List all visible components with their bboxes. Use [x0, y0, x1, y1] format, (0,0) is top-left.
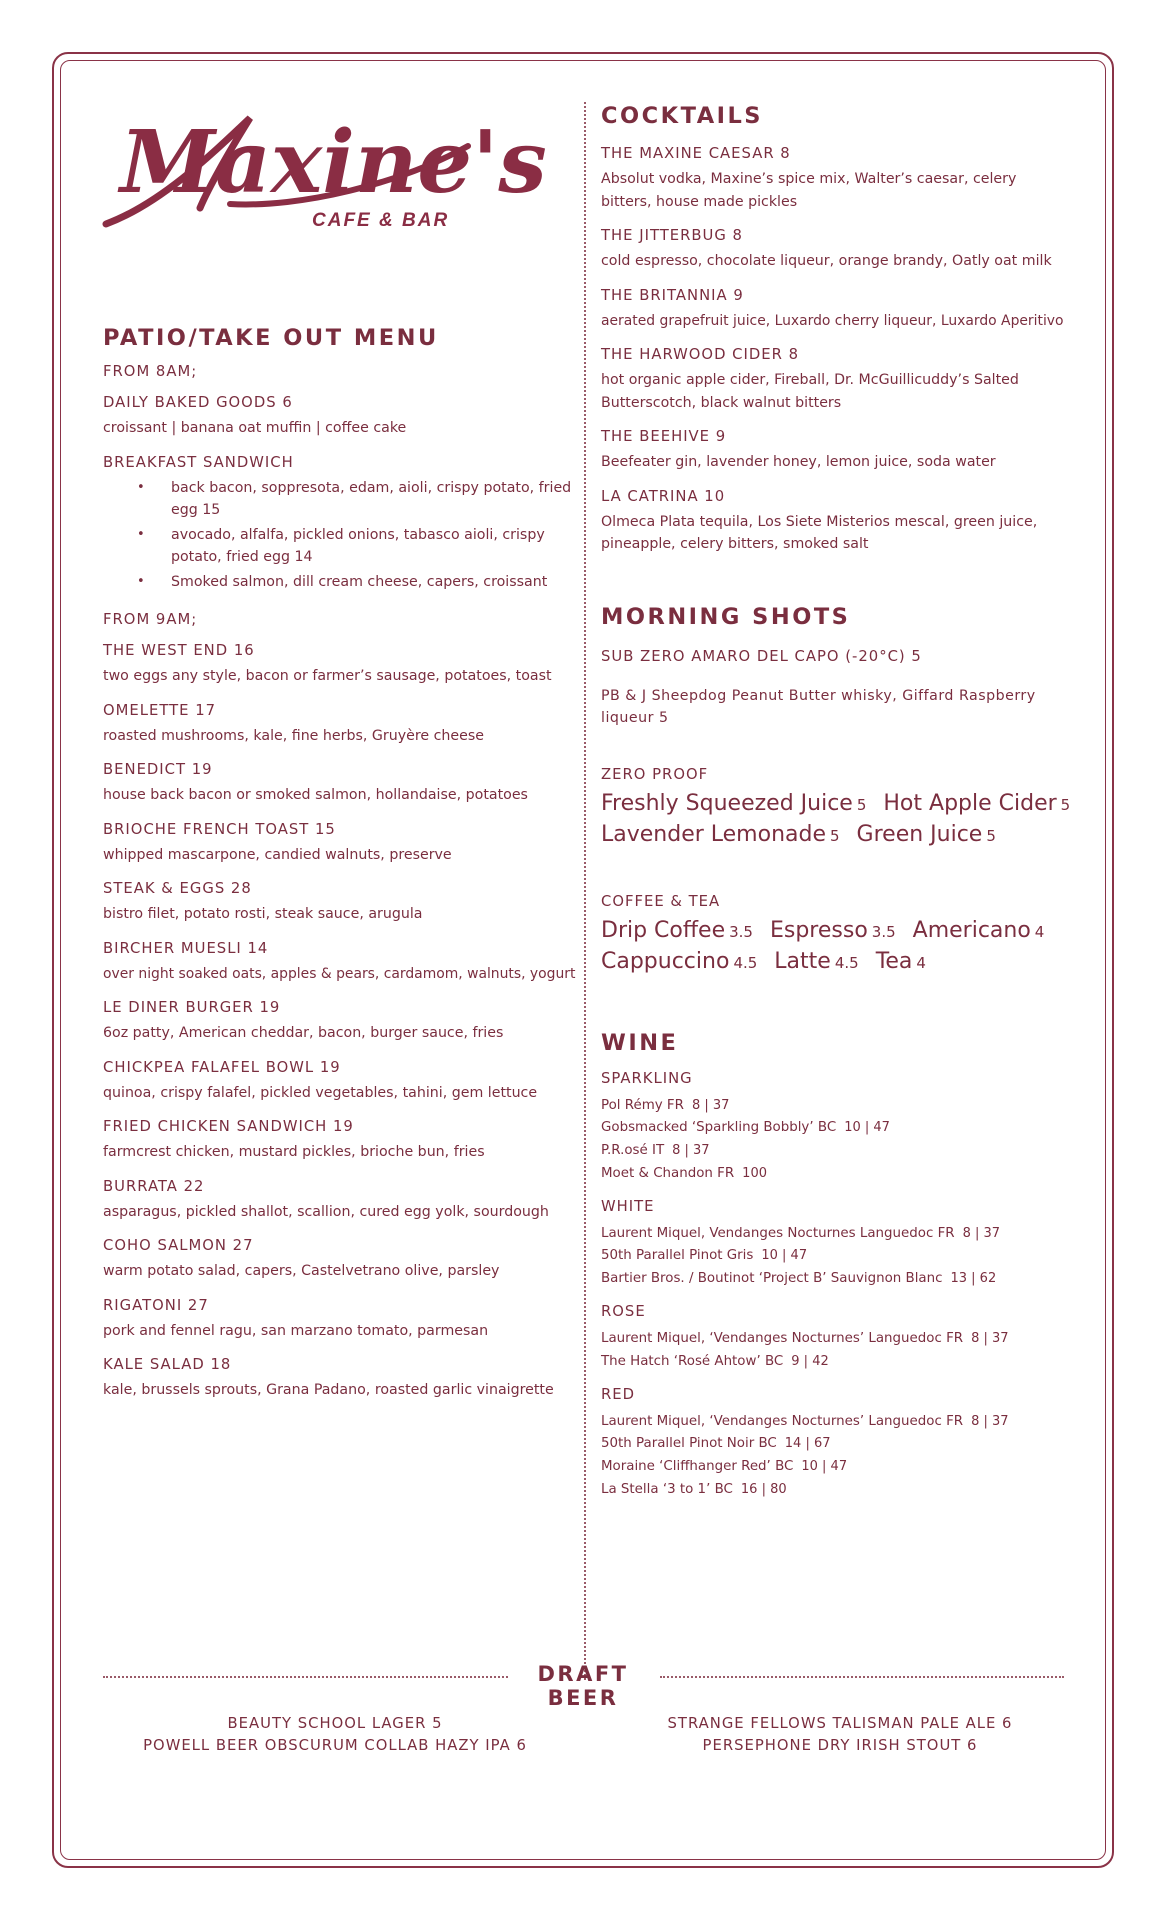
cocktail-name: THE MAXINE CAESAR 8 [601, 145, 791, 162]
rose-list [601, 1328, 1071, 1374]
menu-item-desc: quinoa, crispy falafel, pickled vegetables, tahini, gem lettuce [103, 1084, 538, 1101]
beer-item: BEAUTY SCHOOL LAGER 5 [227, 1715, 443, 1732]
wine-price: 13 | 62 [950, 1271, 997, 1287]
drink-name: Drip Coffee [601, 917, 726, 943]
wine-item [601, 1479, 1071, 1502]
morning-shots-title: MORNING SHOTS [601, 603, 851, 630]
wine-item [601, 1163, 1071, 1186]
drink-name: Freshly Squeezed Juice [601, 790, 853, 816]
red-list [601, 1411, 1071, 1502]
column-divider [584, 102, 586, 1680]
menu-item-desc: bistro filet, potato rosti, steak sauce, arugula [103, 906, 423, 922]
patio-menu-title: PATIO/TAKE OUT MENU [103, 325, 439, 351]
wine-item [601, 1223, 1071, 1246]
patio-menu-column [103, 325, 576, 1402]
drink-name: Latte [774, 948, 831, 974]
cocktail-desc: Beefeater gin, lavender honey, lemon juice, soda water [601, 454, 996, 470]
menu-item-name: THE WEST END 16 [103, 642, 255, 659]
menu-item-desc: two eggs any style, bacon or farmer’s sausage, potatoes, toast [103, 668, 552, 684]
wine-name: Bartier Bros. / Boutinot ‘Project B’ Sauvignon Blanc [601, 1271, 943, 1287]
wine-name: 50th Parallel Pinot Noir BC [601, 1436, 777, 1452]
cocktail-desc: hot organic apple cider, Fireball, Dr. McGuillicuddy’s Salted Butterscotch, black walnut bitters [601, 372, 1019, 411]
menu-item-desc: warm potato salad, capers, Castelvetrano olive, parsley [103, 1263, 500, 1279]
draft-beer-list-left [110, 1713, 560, 1756]
menu-item-name: BREAKFAST SANDWICH [103, 453, 294, 471]
coffee-row [601, 916, 1071, 947]
wine-item [601, 1433, 1071, 1456]
list-item: • Smoked salmon, dill cream cheese, capers, croissant [171, 571, 573, 594]
wine-price: 8 | 37 [962, 1225, 1001, 1241]
wine-price: 14 | 67 [784, 1436, 831, 1452]
wine-name: Moet & Chandon FR [601, 1165, 735, 1181]
drink-name: Tea [875, 948, 913, 974]
drink-price: 5 [986, 826, 996, 845]
draft-beer-title: DRAFT BEER [537, 1662, 629, 1710]
cocktail-name: THE BEEHIVE 9 [601, 428, 727, 445]
drink-name: Green Juice [856, 821, 983, 847]
drink-name: Espresso [769, 917, 868, 943]
cocktail-name: THE BRITANNIA 9 [601, 286, 744, 304]
cocktail-name: THE HARWOOD CIDER 8 [601, 346, 800, 363]
from-9am-label: FROM 9AM; [103, 611, 198, 628]
drink-price: 3.5 [871, 922, 896, 941]
menu-item-desc: farmcrest chicken, mustard pickles, brioche bun, fries [103, 1144, 485, 1160]
wine-name: Moraine ‘Cliffhanger Red’ BC [601, 1459, 794, 1475]
drink-name: Americano [912, 917, 1031, 943]
wine-item [601, 1140, 1071, 1163]
wine-name: Laurent Miquel, Vendanges Nocturnes Languedoc FR [601, 1225, 955, 1241]
zero-proof-row [601, 789, 1071, 820]
drink-name: Lavender Lemonade [601, 821, 826, 847]
menu-item-desc: over night soaked oats, apples & pears, cardamom, walnuts, yogurt [103, 965, 576, 982]
coffee-tea-label: COFFEE & TEA [601, 892, 721, 910]
menu-item-name: OMELETTE 17 [103, 701, 217, 719]
menu-item-desc: asparagus, pickled shallot, scallion, cured egg yolk, sourdough [103, 1203, 549, 1220]
wine-price: 10 | 47 [844, 1120, 890, 1136]
beer-item: PERSEPHONE DRY IRISH STOUT 6 [702, 1736, 978, 1754]
zero-proof-row [601, 820, 1071, 851]
breakfast-sandwich-options [103, 477, 573, 594]
menu-item-desc: croissant | banana oat muffin | coffee cake [103, 420, 407, 436]
coffee-row [601, 947, 1071, 978]
drink-price: 5 [1060, 795, 1071, 814]
beer-item: POWELL BEER OBSCURUM COLLAB HAZY IPA 6 [143, 1736, 527, 1754]
wine-name: La Stella ‘3 to 1’ BC [601, 1482, 733, 1498]
cocktails-title: COCKTAILS [601, 103, 764, 129]
wine-price: 8 | 37 [971, 1331, 1009, 1347]
wine-price: 9 | 42 [791, 1353, 829, 1369]
wine-item [601, 1328, 1071, 1351]
wine-category: ROSE [601, 1303, 646, 1321]
menu-item-name: DAILY BAKED GOODS 6 [103, 394, 293, 411]
wine-title: WINE [601, 1029, 679, 1056]
menu-item-name: BIRCHER MUESLI 14 [103, 939, 269, 957]
wine-category: WHITE [601, 1197, 655, 1215]
menu-item-desc: house back bacon or smoked salmon, hollandaise, potatoes [103, 787, 528, 803]
menu-item-desc: 6oz patty, American cheddar, bacon, burger sauce, fries [103, 1025, 504, 1041]
cocktail-name: THE JITTERBUG 8 [601, 227, 743, 244]
cocktail-desc: Absolut vodka, Maxine’s spice mix, Walter’s caesar, celery bitters, house made pickles [601, 171, 1017, 210]
maxines-logo [100, 96, 547, 231]
wine-name: Pol Rémy FR [601, 1097, 684, 1113]
menu-item-desc: kale, brussels sprouts, Grana Padano, roasted garlic vinaigrette [103, 1382, 554, 1398]
white-list [601, 1223, 1071, 1291]
shot-item: PB & J Sheepdog Peanut Butter whisky, Giffard Raspberry liqueur 5 [601, 687, 1036, 726]
wine-item [601, 1411, 1071, 1434]
menu-item-name: FRIED CHICKEN SANDWICH 19 [103, 1118, 354, 1135]
menu-item-name: BENEDICT 19 [103, 761, 213, 778]
cocktail-desc: cold espresso, chocolate liqueur, orange brandy, Oatly oat milk [601, 253, 1052, 269]
wine-name: Laurent Miquel, ‘Vendanges Nocturnes’ Languedoc FR [601, 1331, 964, 1347]
wine-item [601, 1456, 1071, 1479]
draft-beer-list-right [615, 1713, 1065, 1756]
drink-price: 3.5 [729, 922, 753, 941]
drinks-column [601, 103, 1071, 1502]
wine-item [601, 1351, 1071, 1374]
menu-item-desc: whipped mascarpone, candied walnuts, preserve [103, 846, 452, 863]
drink-name: Cappuccino [601, 948, 730, 974]
wine-price: 10 | 47 [761, 1248, 808, 1264]
menu-item-name: BRIOCHE FRENCH TOAST 15 [103, 820, 336, 838]
drink-price: 5 [856, 795, 867, 814]
wine-name: Laurent Miquel, ‘Vendanges Nocturnes’ Languedoc FR [601, 1413, 964, 1429]
cocktail-desc: aerated grapefruit juice, Luxardo cherry liqueur, Luxardo Aperitivo [601, 312, 1064, 329]
drink-price: 4.5 [733, 953, 758, 972]
menu-item-name: BURRATA 22 [103, 1177, 205, 1195]
wine-price: 10 | 47 [801, 1459, 848, 1475]
wine-price: 16 | 80 [740, 1482, 787, 1498]
menu-item-name: COHO SALMON 27 [103, 1237, 254, 1254]
menu-item-name: LE DINER BURGER 19 [103, 999, 281, 1016]
wine-name: P.R.osé IT [601, 1143, 665, 1159]
menu-item-desc: pork and fennel ragu, san marzano tomato, parmesan [103, 1322, 489, 1339]
logo-wordmark: Maxine's [120, 112, 547, 213]
list-item: • back bacon, soppresota, edam, aioli, crispy potato, fried egg 15 [171, 477, 573, 522]
wine-price: 100 [742, 1165, 767, 1181]
sparkling-list [601, 1095, 1071, 1186]
wine-category: RED [601, 1385, 636, 1403]
wine-item [601, 1117, 1071, 1140]
cocktail-name: LA CATRINA 10 [601, 487, 726, 505]
wine-category: SPARKLING [601, 1069, 693, 1087]
wine-price: 8 | 37 [672, 1143, 710, 1159]
zero-proof-label: ZERO PROOF [601, 765, 709, 783]
menu-item-name: STEAK & EGGS 28 [103, 880, 252, 897]
beer-divider-left [103, 1676, 508, 1678]
menu-item-name: KALE SALAD 18 [103, 1356, 232, 1373]
wine-item [601, 1268, 1071, 1291]
wine-price: 8 | 37 [691, 1097, 730, 1113]
shot-item: SUB ZERO AMARO DEL CAPO (-20°C) 5 [601, 647, 922, 665]
wine-price: 8 | 37 [971, 1413, 1009, 1429]
drink-price: 4.5 [834, 953, 859, 972]
wine-name: 50th Parallel Pinot Gris [601, 1248, 754, 1264]
wine-item [601, 1245, 1071, 1268]
beer-item: STRANGE FELLOWS TALISMAN PALE ALE 6 [667, 1715, 1013, 1732]
drink-price: 5 [830, 826, 840, 845]
wine-name: The Hatch ‘Rosé Ahtow’ BC [601, 1353, 784, 1369]
menu-item-name: RIGATONI 27 [103, 1296, 209, 1314]
menu-item-name: CHICKPEA FALAFEL BOWL 19 [103, 1058, 341, 1076]
drink-price: 4 [916, 953, 926, 972]
from-8am-label: FROM 8AM; [103, 363, 198, 380]
wine-name: Gobsmacked ‘Sparkling Bobbly’ BC [601, 1120, 837, 1136]
wine-item [601, 1095, 1071, 1118]
drink-name: Hot Apple Cider [883, 790, 1057, 816]
cocktail-desc: Olmeca Plata tequila, Los Siete Misterios mescal, green juice, pineapple, celery bitters, smoked salt [601, 513, 1038, 552]
beer-divider-right [660, 1676, 1064, 1678]
drink-price: 4 [1034, 922, 1045, 941]
menu-item-desc: roasted mushrooms, kale, fine herbs, Gruyère cheese [103, 727, 484, 744]
logo-tagline: CAFE & BAR [312, 210, 450, 231]
list-item: • avocado, alfalfa, pickled onions, tabasco aioli, crispy potato, fried egg 14 [171, 524, 573, 569]
